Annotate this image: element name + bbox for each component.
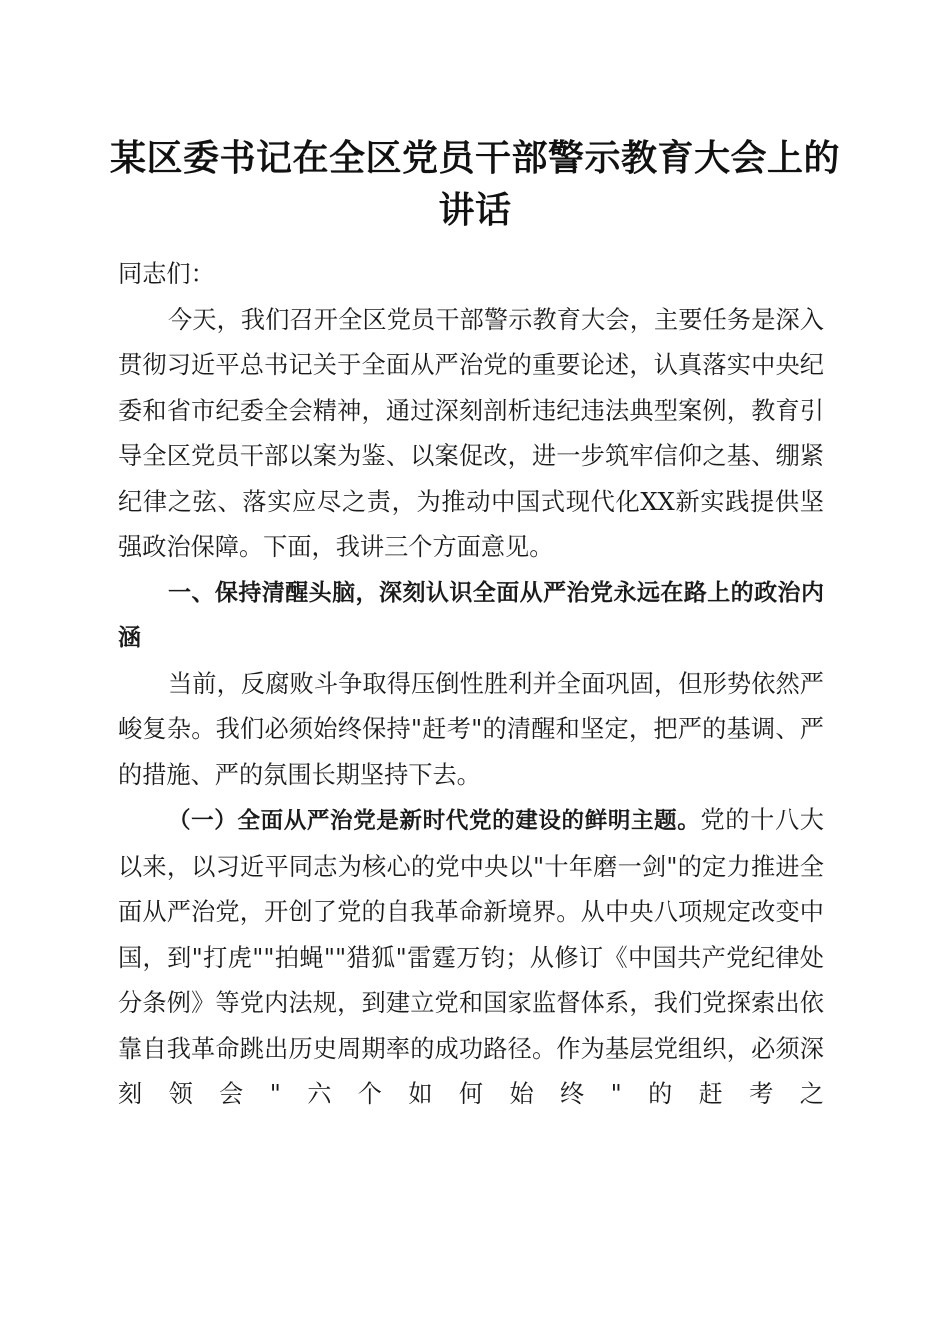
document-title: 某区委书记在全区党员干部警示教育大会上的讲话 <box>110 137 841 231</box>
section-1-paragraph: 当前，反腐败斗争取得压倒性胜利并全面巩固，但形势依然严峻复杂。我们必须始终保持"赶考"的清醒和坚定，把严的基调、严的措施、严的氛围长期坚持下去。 <box>118 669 824 789</box>
subsection-1-text: 党的十八大以来，以习近平同志为核心的党中央以"十年磨一剑"的定力推进全面从严治党，开创了党的自我革命新境界。从中央八项规定改变中国，到"打虎""拍蝇""猎狐"雷霆万钧；从修订《中国共产党纪律处分条例》等党内法规，到建立党和国家监督体系，我们党探索出依靠自我革命跳出历史周期率的成功路径。作为基层党组织，必须深刻领会"六个如何始终"的赶考之 <box>118 806 824 1108</box>
subsection-1-paragraph <box>118 798 824 1118</box>
document-body <box>118 252 824 1118</box>
intro-paragraph: 今天，我们召开全区党员干部警示教育大会，主要任务是深入贯彻习近平总书记关于全面从严治党的重要论述，认真落实中央纪委和省市纪委全会精神，通过深刻剖析违纪违法典型案例，教育引导全区党员干部以案为鉴、以案促改，进一步筑牢信仰之基、绷紧纪律之弦、落实应尽之责，为推动中国式现代化XX新实践提供坚强政治保障。下面，我讲三个方面意见。 <box>118 305 824 561</box>
section-1-heading: 一、保持清醒头脑，深刻认识全面从严治党永远在路上的政治内涵 <box>118 579 824 651</box>
subsection-1-lead: （一）全面从严治党是新时代党的建设的鲜明主题。 <box>168 808 701 834</box>
salutation: 同志们： <box>118 260 215 288</box>
